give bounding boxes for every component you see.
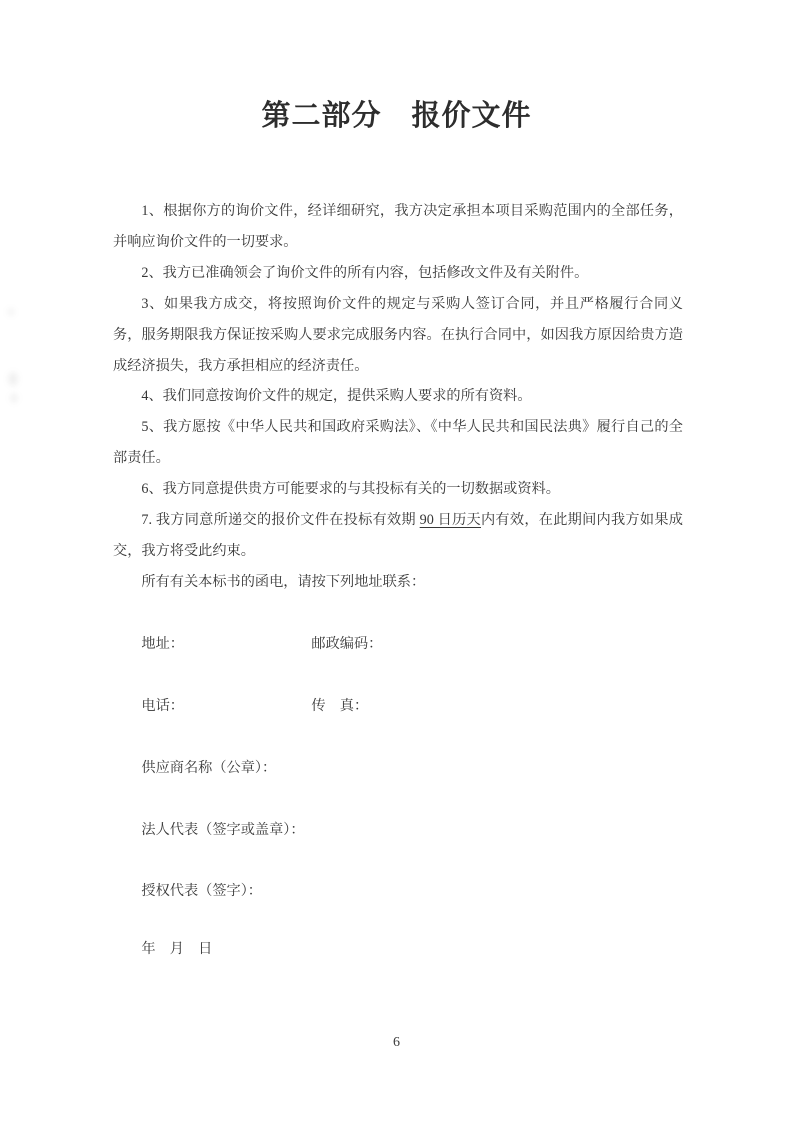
validity-period-underlined-text: 90 日历天	[419, 512, 481, 529]
address-label: 地址：	[141, 635, 184, 652]
fax-label: 传 真：	[311, 697, 369, 714]
phone-fax-line	[113, 691, 683, 722]
paragraph-1: 1、根据你方的询价文件，经详细研究，我方决定承担本项目采购范围内的全部任务，并响应询价文件的一切要求。	[113, 203, 683, 250]
scan-artifact	[8, 372, 18, 386]
scan-artifact	[7, 308, 15, 316]
phone-label: 电话：	[141, 697, 184, 714]
paragraph-7-suffix: 内有效，在此期间内我方如果成交，我方将受此约束。	[113, 512, 683, 559]
scan-artifact	[10, 393, 18, 403]
authorized-representative-label: 授权代表（签字）：	[141, 883, 262, 900]
paragraph-5: 5、我方愿按《中华人民共和国政府采购法》、《中华人民共和国民法典》履行自己的全部责任。	[113, 419, 683, 467]
address-postal-line	[113, 629, 683, 660]
postal-code-label: 邮政编码：	[311, 635, 383, 652]
paragraph-4: 4、我们同意按询价文件的规定，提供采购人要求的所有资料。	[141, 388, 532, 405]
page-number: 6	[393, 1035, 400, 1050]
paragraph-3: 3、如果我方成交，将按照询价文件的规定与采购人签订合同，并且严格履行合同义务，服务期限我方保证按采购人要求完成服务内容。在执行合同中，如因我方原因给贵方造成经济损失，我方承担相应的经济责任。	[113, 295, 683, 374]
paragraph-7-prefix: 7. 我方同意所递交的报价文件在投标有效期	[141, 512, 420, 529]
legal-representative-label: 法人代表（签字或盖章）：	[141, 821, 305, 838]
contact-block	[113, 629, 683, 965]
paragraph-2: 2、我方已准确领会了询价文件的所有内容，包括修改文件及有关附件。	[141, 264, 589, 281]
paragraph-6: 6、我方同意提供贵方可能要求的与其投标有关的一切数据或资料。	[141, 481, 560, 498]
date-line: 年 月 日	[141, 941, 213, 958]
page-title: 第二部分 报价文件	[261, 100, 532, 132]
contact-intro: 所有有关本标书的函电，请按下列地址联系：	[141, 573, 426, 590]
supplier-name-label: 供应商名称（公章）：	[141, 759, 277, 776]
document-body	[113, 196, 683, 965]
paragraph-7	[113, 505, 683, 567]
